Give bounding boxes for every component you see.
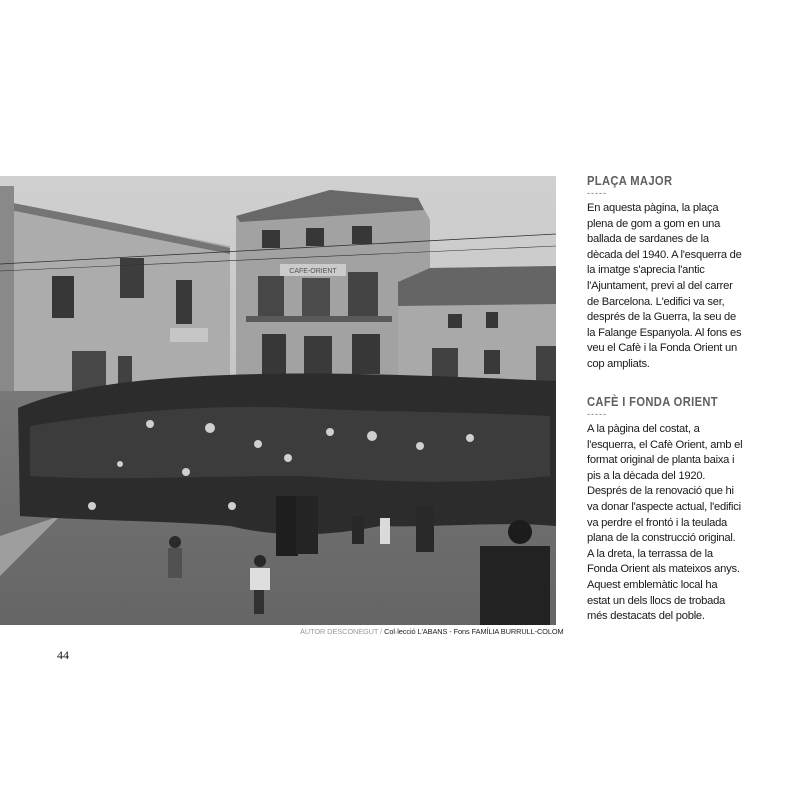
credit-author: AUTOR DESCONEGUT: [300, 627, 379, 636]
cafe-sign-text: CAFE-ORIENT: [289, 268, 337, 275]
page-number: 44: [57, 648, 69, 662]
photo-illustration: [0, 176, 556, 625]
photo-credit: [300, 627, 564, 636]
section-text: En aquesta pàgina, la plaça plena de gom a gom en una ballada de sardanes de la dècada del 1940. A l'esquerra de la imatge s'aprecia l'antic l'Ajuntament, previ al del carrer de Barcelona. L'edifici va ser, després de la Guerra, la seu de la Falange Espanyola. Al fons es veu el Cafè i la Fonda Orient un cop ampliats.: [587, 202, 742, 370]
credit-separator: /: [378, 627, 385, 636]
section-text: A la pàgina del costat, a l'esquerra, el Cafè Orient, amb el format original de planta baixa i pis a la dècada del 1920. Després de la renovació que hi va donar l'aspecte actual, l'edifici va perdre el frontó i la teulada plana de la construcció original. A la dreta, la terrassa de la Fonda Orient als mateixos anys. Aquest emblemàtic local ha estat un dels llocs de trobada més destacats del poble.: [587, 423, 743, 623]
credit-collection: Col·lecció L'ABANS - Fons FAMÍLIA BURRULL-COLOM: [384, 627, 564, 636]
section-cafe-fonda-orient: [587, 394, 743, 625]
section-title: PLAÇA MAJOR: [587, 173, 673, 188]
section-rule: -----: [587, 409, 607, 419]
section-rule: -----: [587, 188, 607, 198]
section-placa-major: [587, 173, 743, 373]
historical-photo: [0, 176, 556, 625]
section-title: CAFÈ I FONDA ORIENT: [587, 394, 718, 409]
